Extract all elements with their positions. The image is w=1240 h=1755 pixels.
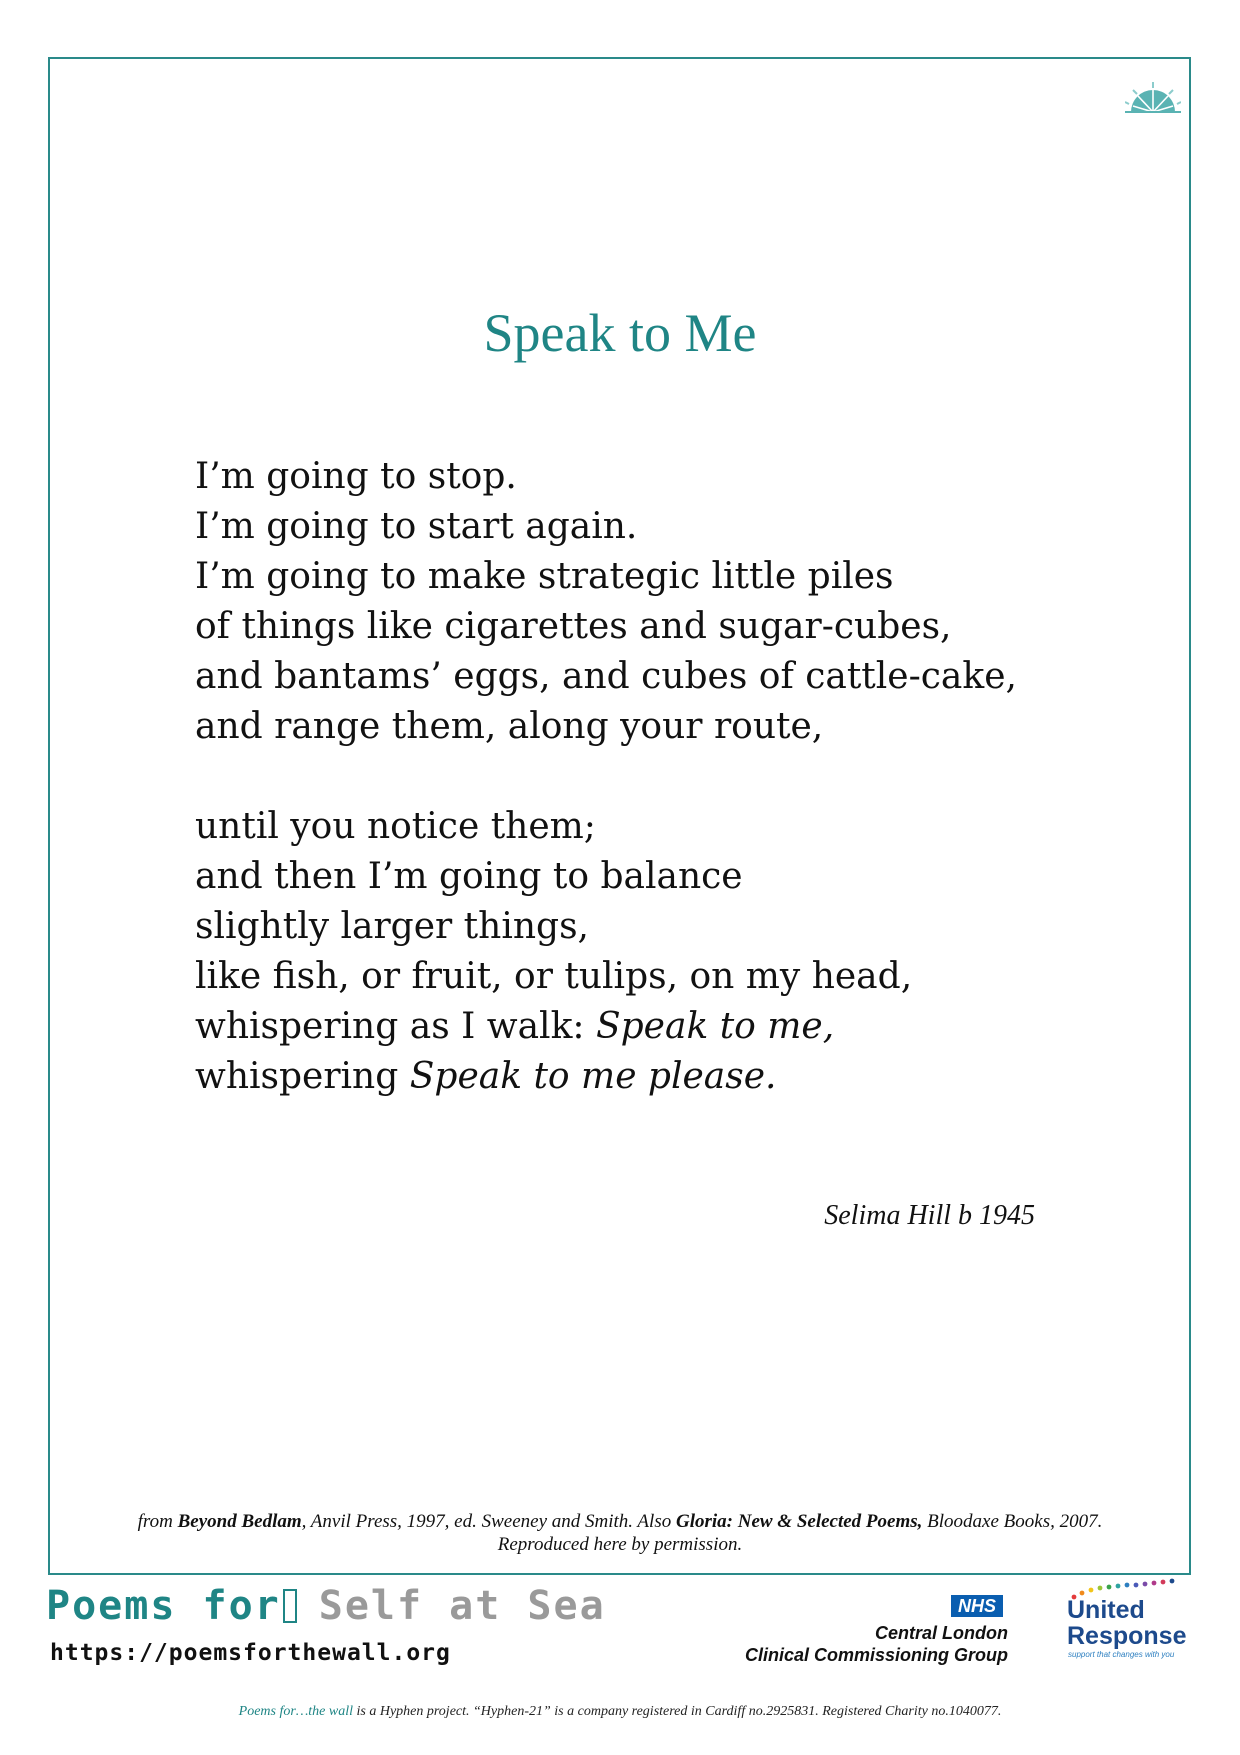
book-title-2: Gloria: New & Selected Poems, [675, 1511, 923, 1532]
footer-text: is a Hyphen project. “Hyphen-21” is a company registered in Cardiff no.2925831. Registered Charity no.1040077. [353, 1704, 1002, 1719]
source-end: Bloodaxe Books, 2007. [922, 1511, 1103, 1532]
nhs-logo: NHS [951, 1595, 1003, 1617]
stanza-2 [195, 802, 1017, 1102]
poem-line-italic: Speak to me please. [409, 1056, 777, 1097]
series-title [46, 1583, 606, 1629]
poem-line: until you notice them; [195, 806, 596, 847]
book-title-1: Beyond Bedlam [177, 1511, 302, 1532]
footer-link[interactable]: Poems for…the wall [238, 1704, 353, 1719]
sun-logo-icon [1125, 80, 1181, 116]
poem-line [195, 1052, 1017, 1102]
source-from: from [137, 1511, 178, 1532]
series-title-part2: Self at Sea [318, 1583, 606, 1629]
poem-line: and range them, along your route, [195, 706, 824, 747]
stanza-1 [195, 452, 1017, 752]
footer-note [0, 1704, 1240, 1720]
source-line-2: Reproduced here by permission. [497, 1534, 743, 1555]
poem-line: and then I’m going to balance [195, 856, 743, 897]
poem-line-italic: Speak to me, [595, 1006, 835, 1047]
ccg-line-2: Clinical Commissioning Group [744, 1645, 1008, 1665]
poem-line: I’m going to stop. [195, 456, 517, 497]
source-credit [60, 1510, 1180, 1556]
poem-line: I’m going to start again. [195, 506, 638, 547]
source-mid: , Anvil Press, 1997, ed. Sweeney and Smith. Also [301, 1511, 676, 1532]
poem-line [195, 1002, 1017, 1052]
poem-body [195, 452, 1017, 1152]
poem-line: and bantams’ eggs, and cubes of cattle-cake, [195, 656, 1017, 697]
ccg-line-1: Central London [875, 1623, 1008, 1643]
ccg-name [700, 1622, 1008, 1666]
series-title-part1: Poems for [46, 1583, 281, 1629]
poem-line: I’m going to make strategic little piles [195, 556, 894, 597]
ur-name-line-1: United [1067, 1596, 1145, 1624]
ur-wordmark [1067, 1597, 1186, 1649]
ur-name-line-2: Response [1067, 1622, 1187, 1650]
source-line-1 [60, 1510, 1180, 1533]
poem-line: like fish, or fruit, or tulips, on my head, [195, 956, 913, 997]
poem-line-plain: whispering as I walk: [195, 1006, 596, 1047]
poem-line-plain: whispering [195, 1056, 410, 1097]
poem-line: of things like cigarettes and sugar-cubes, [195, 606, 952, 647]
author-credit: Selima Hill b 1945 [824, 1200, 1035, 1231]
poem-line: slightly larger things, [195, 906, 589, 947]
website-link[interactable]: https://poemsforthewall.org [50, 1640, 451, 1666]
poem-title: Speak to Me [483, 303, 757, 363]
missing-glyph-icon [283, 1589, 297, 1623]
ur-tagline: support that changes with you [1068, 1650, 1175, 1659]
united-response-logo [1060, 1577, 1200, 1657]
